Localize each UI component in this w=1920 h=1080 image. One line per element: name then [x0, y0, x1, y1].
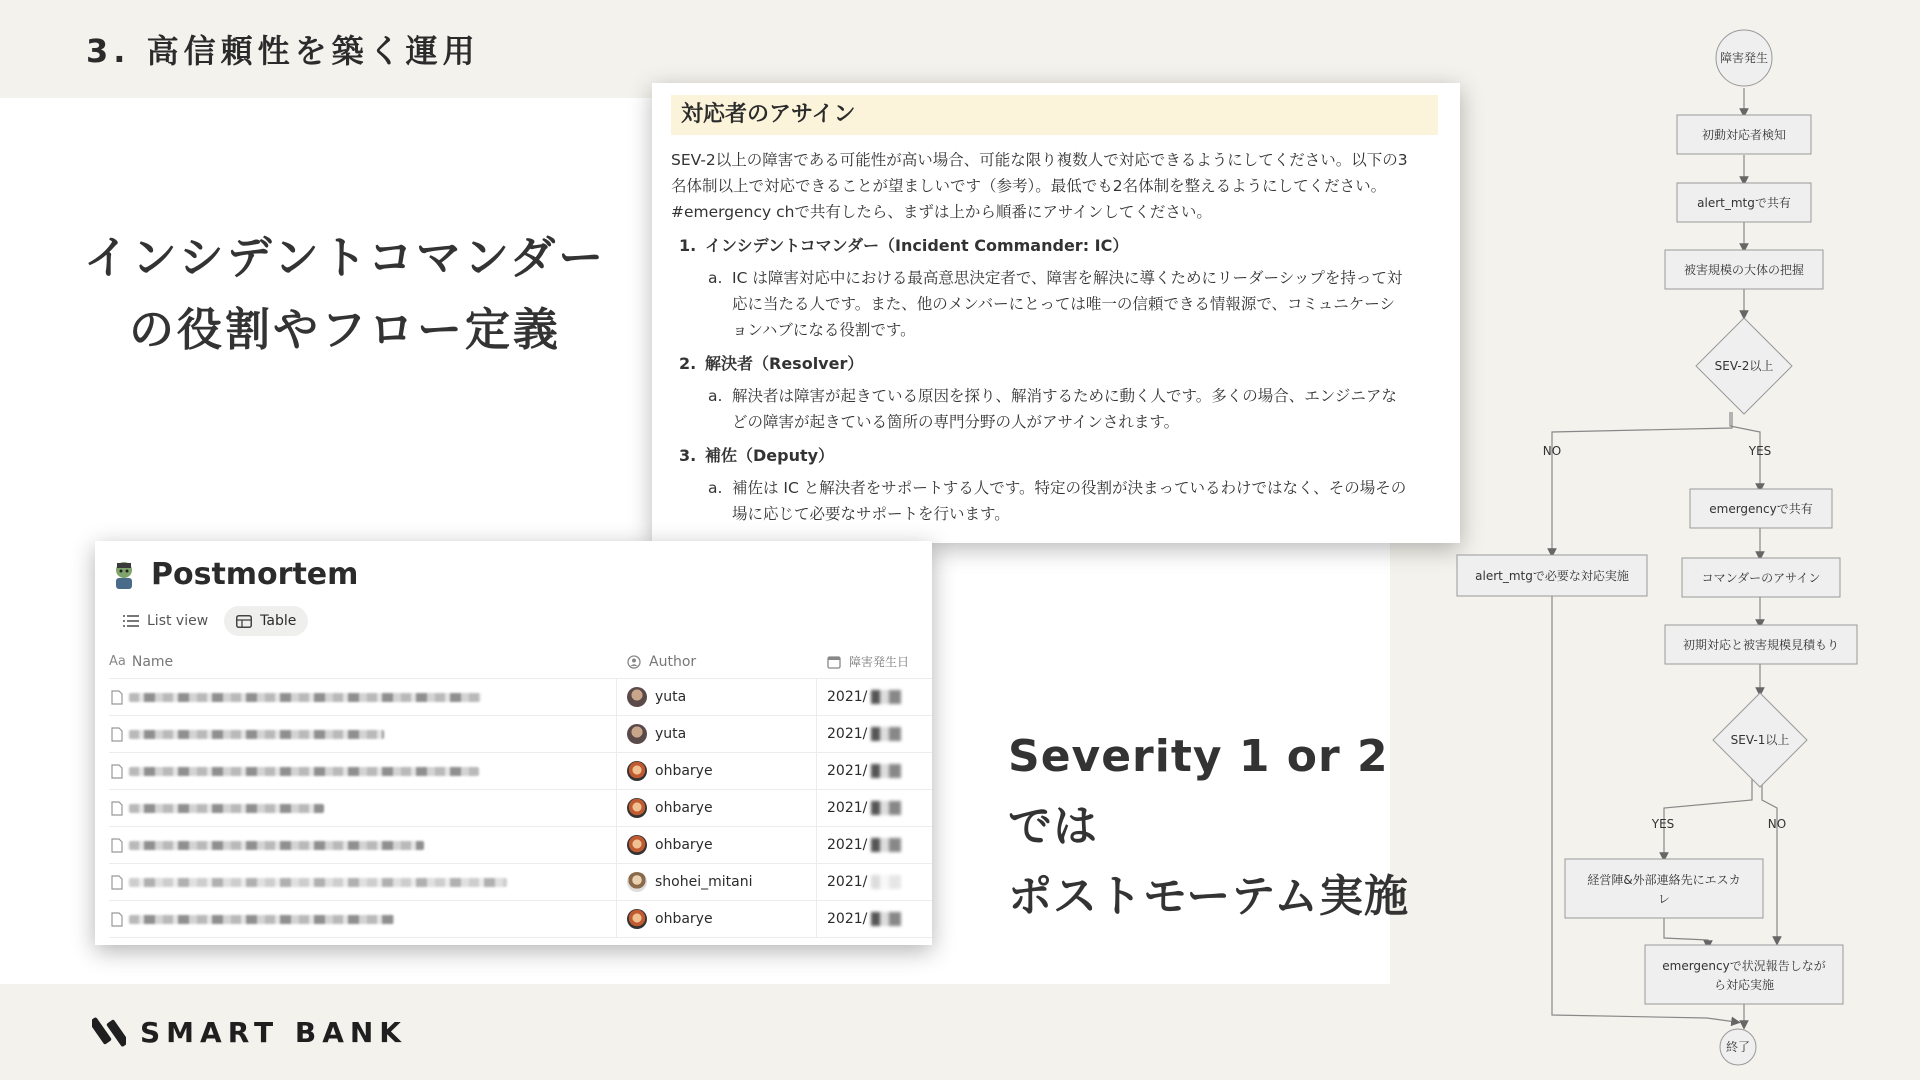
item-number: 3. [679, 446, 697, 465]
zombie-emoji-icon [109, 560, 139, 590]
date-value: 2021/ [827, 837, 868, 853]
doc-heading: 対応者のアサイン [671, 95, 1438, 135]
subitem-line: 場に応じて必要なサポートを行います。 [732, 505, 1010, 523]
date-column-label: 障害発生日 [849, 655, 910, 669]
doc-subitem-deputy [671, 475, 1438, 527]
doc-subitem-ic [671, 265, 1438, 343]
flow-step-label: 初動対応者検知 [1701, 128, 1787, 142]
logo-wordmark: SMART BANK [140, 1015, 407, 1049]
flow-step-label: レ [1657, 892, 1671, 906]
blurred-date [871, 690, 901, 704]
table-row[interactable] [109, 753, 932, 790]
date-value: 2021/ [827, 800, 868, 816]
table-header [109, 645, 932, 679]
document-icon [111, 912, 123, 927]
flow-start-label: 障害発生 [1719, 51, 1769, 65]
doc-intro-line: #emergency chで共有したら、まずは上から順番にアサインしてください。 [671, 203, 1212, 221]
incident-flowchart [1390, 0, 1920, 1080]
item-title: 解決者（Resolver） [705, 354, 864, 373]
author-name: ohbarye [655, 837, 713, 853]
document-icon [111, 801, 123, 816]
blurred-date [871, 838, 901, 852]
row-date-cell [817, 679, 932, 715]
postmortem-heading [1008, 722, 1428, 932]
document-icon [111, 690, 123, 705]
avatar [627, 761, 647, 781]
row-author-cell [617, 901, 817, 937]
blurred-title [129, 915, 394, 924]
doc-intro-line: 名体制以上で対応できることが望ましいです（参考）。最低でも2名体制を整えるようにしてください。 [671, 177, 1387, 195]
subitem-label: a. [708, 387, 723, 405]
row-date-cell [817, 827, 932, 863]
doc-item-resolver [671, 351, 1438, 377]
table-row[interactable] [109, 827, 932, 864]
flow-no-label: NO [1542, 444, 1562, 458]
flow-step-assess [1665, 250, 1823, 289]
subitem-line: IC は障害対応中における最高意思決定者で、障害を解決に導くためにリーダーシップを持って対 [732, 269, 1403, 287]
flow-step-detect [1677, 115, 1811, 154]
date-value: 2021/ [827, 726, 868, 742]
row-date-cell [817, 753, 932, 789]
item-number: 1. [679, 236, 697, 255]
flow-step-label: 初期対応と被害規模見積もり [1682, 638, 1840, 652]
doc-item-ic [671, 233, 1438, 259]
author-column-label: Author [649, 653, 697, 670]
flow-decision-sev1 [1713, 693, 1807, 787]
row-author-cell [617, 716, 817, 752]
row-author-cell [617, 753, 817, 789]
smartbank-logo-icon [92, 1012, 126, 1052]
row-author-cell [617, 827, 817, 863]
blurred-date [871, 912, 901, 926]
subitem-line: ョンハブになる役割です。 [732, 321, 916, 339]
author-name: yuta [655, 689, 687, 705]
row-name-cell[interactable] [109, 864, 617, 900]
company-logo [92, 1012, 407, 1052]
item-title: 補佐（Deputy） [705, 446, 835, 465]
author-name: ohbarye [655, 800, 713, 816]
slide-title: 3. 高信頼性を築く運用 [86, 32, 480, 70]
blurred-date [871, 875, 901, 889]
doc-intro [671, 147, 1438, 225]
row-date-cell [817, 790, 932, 826]
subitem-line: 補佐は IC と解決者をサポートする人です。特定の役割が決まっているわけではなく、その場その [732, 479, 1407, 497]
table-icon [236, 615, 252, 628]
table-row[interactable] [109, 679, 932, 716]
postmortem-card [95, 541, 932, 945]
table-view-label: Table [260, 613, 297, 629]
date-column-header[interactable] [817, 645, 932, 678]
heading-right-line2: ポストモーテム実施 [1008, 871, 1410, 922]
avatar [627, 687, 647, 707]
subitem-line: どの障害が起きている箇所の専門分野の人がアサインされます。 [732, 413, 1180, 431]
text-property-icon: Aa [109, 654, 126, 669]
flow-decision-label: SEV-2以上 [1714, 359, 1774, 373]
list-view-tab[interactable] [111, 606, 220, 636]
flow-step-assign-commander [1682, 558, 1840, 597]
flow-yes-label: YES [1651, 817, 1675, 831]
postmortem-table [109, 645, 932, 938]
document-icon [111, 764, 123, 779]
flow-start-node [1716, 30, 1772, 86]
flow-decision-label: SEV-1以上 [1730, 733, 1790, 747]
flow-step-label: alert_mtgで必要な対応実施 [1475, 569, 1629, 583]
blurred-title [129, 804, 324, 813]
row-author-cell [617, 790, 817, 826]
date-value: 2021/ [827, 763, 868, 779]
doc-item-deputy [671, 443, 1438, 469]
row-date-cell [817, 901, 932, 937]
date-value: 2021/ [827, 689, 868, 705]
flow-step-label: emergencyで共有 [1709, 502, 1813, 516]
flow-step-label: ら対応実施 [1713, 978, 1775, 992]
avatar [627, 724, 647, 744]
table-view-tab[interactable] [224, 606, 308, 636]
flow-step-share-alert [1677, 183, 1811, 222]
date-value: 2021/ [827, 874, 868, 890]
subitem-label: a. [708, 479, 723, 497]
flow-step-label: 被害規模の大体の把握 [1683, 263, 1805, 277]
assignment-doc-card [652, 83, 1460, 543]
subitem-label: a. [708, 269, 723, 287]
flow-step-escalate [1565, 859, 1763, 918]
table-row[interactable] [109, 864, 932, 901]
author-name: yuta [655, 726, 687, 742]
row-author-cell [617, 679, 817, 715]
row-author-cell [617, 864, 817, 900]
blurred-date [871, 801, 901, 815]
flow-step-share-emergency [1690, 489, 1832, 528]
view-switcher [111, 606, 312, 636]
flow-step-initial-response [1665, 625, 1857, 664]
avatar [627, 872, 647, 892]
flow-step-label: emergencyで状況報告しなが [1662, 959, 1826, 973]
document-icon [111, 875, 123, 890]
name-column-label: Name [131, 653, 174, 670]
avatar [627, 798, 647, 818]
name-column-header[interactable] [109, 645, 617, 678]
avatar [627, 909, 647, 929]
subitem-line: 解決者は障害が起きている原因を探り、解消するために動く人です。多くの場合、エンジニアな [732, 387, 1397, 405]
author-name: ohbarye [655, 763, 713, 779]
flow-step-status-report [1645, 945, 1843, 1004]
heading-right-line1: Severity 1 or 2では [1008, 731, 1389, 852]
table-row[interactable] [109, 716, 932, 753]
heading-left-line2: の役割やフロー定義 [128, 303, 561, 356]
flow-decision-sev2 [1696, 318, 1792, 414]
row-name-cell[interactable] [109, 827, 617, 863]
blurred-title [129, 693, 481, 702]
author-name: shohei_mitani [655, 874, 753, 890]
item-number: 2. [679, 354, 697, 373]
flow-end-node [1720, 1029, 1756, 1065]
table-row[interactable] [109, 901, 932, 938]
list-icon [123, 615, 139, 627]
author-name: ohbarye [655, 911, 713, 927]
blurred-title [129, 878, 507, 887]
flow-step-alert-response [1457, 555, 1647, 596]
table-row[interactable] [109, 790, 932, 827]
row-date-cell [817, 864, 932, 900]
avatar [627, 835, 647, 855]
heading-left-line1: インシデントコマンダー [83, 231, 607, 284]
calendar-icon [827, 655, 841, 669]
list-view-label: List view [147, 613, 209, 629]
flow-no-label: NO [1767, 817, 1787, 831]
document-icon [111, 838, 123, 853]
postmortem-title [109, 557, 358, 592]
incident-commander-heading [60, 222, 630, 366]
flow-step-label: コマンダーのアサイン [1701, 571, 1821, 585]
item-title: インシデントコマンダー（Incident Commander: IC） [705, 236, 1129, 255]
document-icon [111, 727, 123, 742]
date-value: 2021/ [827, 911, 868, 927]
blurred-title [129, 841, 424, 850]
row-name-cell[interactable] [109, 716, 617, 752]
flow-step-label: 経営陣&外部連絡先にエスカ [1587, 873, 1741, 887]
row-name-cell[interactable] [109, 753, 617, 789]
blurred-date [871, 764, 901, 778]
row-name-cell[interactable] [109, 679, 617, 715]
row-name-cell[interactable] [109, 790, 617, 826]
subitem-line: 応に当たる人です。また、他のメンバーにとっては唯一の信頼できる情報源で、コミュニケーシ [732, 295, 1395, 313]
blurred-title [129, 730, 384, 739]
person-icon [627, 655, 641, 669]
postmortem-title-text: Postmortem [151, 557, 359, 592]
row-name-cell[interactable] [109, 901, 617, 937]
doc-intro-line: SEV-2以上の障害である可能性が高い場合、可能な限り複数人で対応できるようにしてください。以下の3 [671, 151, 1408, 169]
flow-yes-label: YES [1748, 444, 1772, 458]
author-column-header[interactable] [617, 645, 817, 678]
flow-step-label: alert_mtgで共有 [1697, 196, 1791, 210]
row-date-cell [817, 716, 932, 752]
doc-subitem-resolver [671, 383, 1438, 435]
blurred-title [129, 767, 479, 776]
flow-end-label: 終了 [1725, 1040, 1751, 1054]
blurred-date [871, 727, 901, 741]
